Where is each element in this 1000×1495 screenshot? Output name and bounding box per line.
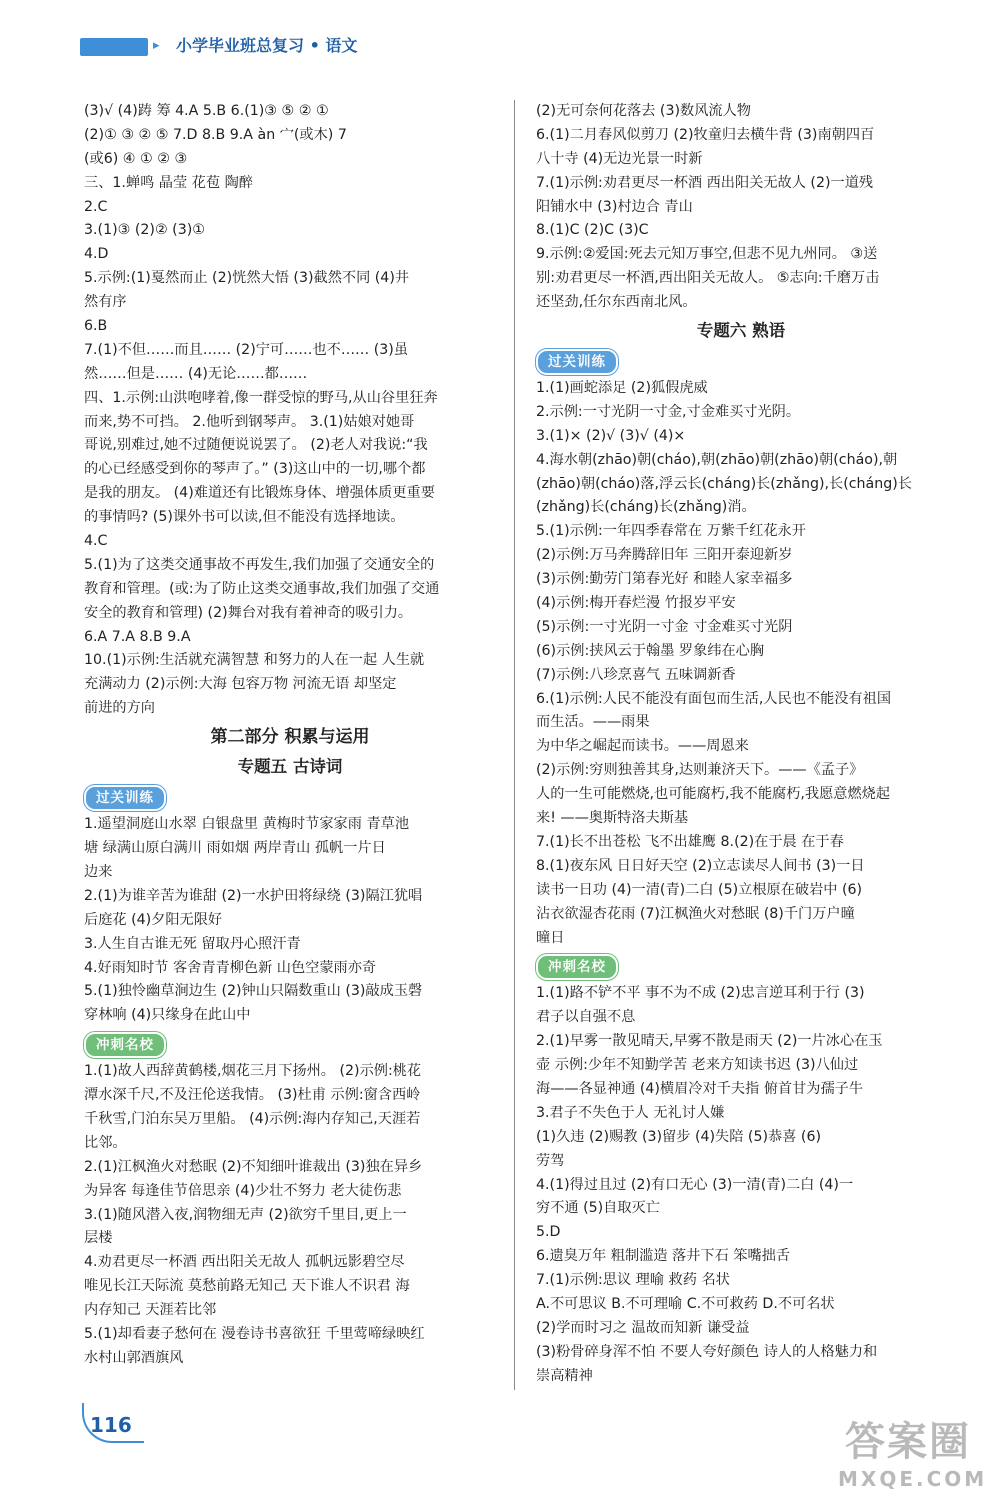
left-sprint-badge-row <box>84 1028 496 1060</box>
answer-line: (zhǎng)长(cháng)长(zhǎng)消。 <box>536 499 756 516</box>
answer-line: 3.(1)③ (2)② (3)① <box>84 222 206 239</box>
answer-line: 别:劝君更尽一杯酒,西出阳关无故人。 ⑤志向:千磨万击 <box>536 270 880 287</box>
answer-line: 后庭花 (4)夕阳无限好 <box>84 911 223 928</box>
header-color-bar <box>80 38 148 56</box>
answer-line: 8.(1)C (2)C (3)C <box>536 222 649 239</box>
answer-line: 7.(1)示例:思议 理喻 救药 名状 <box>536 1272 730 1289</box>
answer-line: 6.(1)示例:人民不能没有面包而生活,人民也不能没有祖国 <box>536 690 892 707</box>
right-practice-badge-row <box>536 345 946 377</box>
answer-line: 八十寺 (4)无边光景一时新 <box>536 150 703 167</box>
answer-line: 崇高精神 <box>536 1367 593 1384</box>
right-column <box>536 100 946 1389</box>
answer-line: 3.人生自古谁无死 留取丹心照汗青 <box>84 935 301 952</box>
answer-line: 5.(1)为了这类交通事故不再发生,我们加强了交通安全的 <box>84 556 435 573</box>
answer-line: 9.示例:②爱国:死去元知万事空,但悲不见九州同。 ③送 <box>536 246 878 263</box>
left-answers-sprint <box>84 1060 496 1371</box>
answer-line: (zhāo)朝(cháo)落,浮云长(cháng)长(zhǎng),长(cháng)长 <box>536 475 912 492</box>
answer-line: 6.B <box>84 318 108 335</box>
answer-line: 充满动力 (2)示例:大海 包容万物 河流无语 却坚定 <box>84 676 397 693</box>
left-practice-badge-row <box>84 781 496 813</box>
answer-line: 还坚劲,任尔东西南北风。 <box>536 294 697 311</box>
column-divider <box>514 100 515 1390</box>
page-number: 116 <box>90 1413 132 1437</box>
answer-line: (2)① ③ ② ⑤ 7.D 8.B 9.A àn 宀(或木) 7 <box>84 126 347 143</box>
answer-line: 5.(1)示例:一年四季春常在 万紫千红花永开 <box>536 523 806 540</box>
answer-line: 安全的教育和管理) (2)舞台对我有着神奇的吸引力。 <box>84 604 413 621</box>
answer-line: A.不可思议 B.不可理喻 C.不可救药 D.不可名状 <box>536 1295 835 1312</box>
answer-line: 而来,势不可挡。 2.他听到钢琴声。 3.(1)姑娘对她哥 <box>84 413 415 430</box>
answer-line: 2.(1)早雾一散见晴天,早雾不散是雨天 (2)一片冰心在玉 <box>536 1033 883 1050</box>
header-title: 小学毕业班总复习 • 语文 <box>176 36 358 55</box>
answer-line: 边来 <box>84 863 113 880</box>
answer-line: 潭水深千尺,不及汪伦送我情。 (3)杜甫 示例:窗含西岭 <box>84 1087 421 1104</box>
answer-line: 然有序 <box>84 294 127 311</box>
answer-line: 是我的朋友。 (4)难道还有比锻炼身体、增强体质更重要 <box>84 485 435 502</box>
answer-line: 然……但是…… (4)无论……都…… <box>84 365 308 382</box>
answer-line: 7.(1)示例:劝君更尽一杯酒 西出阳关无故人 (2)一道残 <box>536 174 874 191</box>
answer-line: 2.示例:一寸光阴一寸金,寸金难买寸光阴。 <box>536 403 801 420</box>
sprint-badge: 冲刺名校 <box>536 954 618 980</box>
answer-line: 1.(1)画蛇添足 (2)狐假虎威 <box>536 380 708 397</box>
left-answers-practice <box>84 813 496 1028</box>
answer-line: 的心已经感受到你的琴声了。” (3)这山中的一切,哪个都 <box>84 461 426 478</box>
answer-line: (或6) ④ ① ② ③ <box>84 150 188 167</box>
answer-line: (2)无可奈何花落去 (3)数风流人物 <box>536 103 751 119</box>
watermark-logo <box>838 1410 988 1491</box>
answer-line: 4.D <box>84 246 109 263</box>
page-header <box>0 0 1000 80</box>
answer-line: 千秋雪,门泊东吴万里船。 (4)示例:海内存知己,天涯若 <box>84 1110 421 1127</box>
answer-line: (7)示例:八珍烹喜气 五味调新香 <box>536 666 736 683</box>
right-answers-part1 <box>536 100 946 315</box>
answer-line: 水村山郭酒旗风 <box>84 1349 184 1366</box>
answer-line: 而生活。——雨果 <box>536 714 650 731</box>
answer-line: 海——各显神通 (4)横眉冷对千夫指 俯首甘为孺子牛 <box>536 1080 864 1097</box>
answer-line: 4.(1)得过且过 (2)有口无心 (3)一清(青)二白 (4)一 <box>536 1176 854 1193</box>
sprint-badge: 冲刺名校 <box>84 1032 166 1058</box>
left-answers-part1 <box>84 100 496 721</box>
answer-line: 层楼 <box>84 1230 113 1247</box>
answer-line: 四、1.示例:山洪咆哮着,像一群受惊的野马,从山谷里狂奔 <box>84 389 438 406</box>
answer-line: 教育和管理。(或:为了防止这类交通事故,我们加强了交通 <box>84 580 440 597</box>
answer-line: 为异客 每逢佳节倍思亲 (4)少壮不努力 老大徒伤悲 <box>84 1182 402 1199</box>
answer-line: (2)学而时习之 温故而知新 谦受益 <box>536 1319 750 1336</box>
answer-line: 6.(1)二月春风似剪刀 (2)牧童归去横牛背 (3)南朝四百 <box>536 126 875 143</box>
topic6-title: 专题六 熟语 <box>696 321 786 341</box>
right-answers-practice <box>536 377 946 950</box>
part-two-title: 第二部分 积累与运用 <box>210 727 370 748</box>
answer-line: 穿林响 (4)只缘身在此山中 <box>84 1007 251 1024</box>
answer-line: 1.(1)故人西辞黄鹤楼,烟花三月下扬州。 (2)示例:桃花 <box>84 1063 422 1080</box>
answer-line: 7.(1)不但……而且…… (2)宁可……也不…… (3)虽 <box>84 341 409 358</box>
watermark-line1: 答案圈 <box>845 1419 971 1465</box>
answer-line: 2.C <box>84 198 108 215</box>
answer-line: (5)示例:一寸光阴一寸金 寸金难买寸光阴 <box>536 618 793 635</box>
answer-line: 为中华之崛起而读书。——周恩来 <box>536 738 749 755</box>
answer-line: 沾衣欲湿杏花雨 (7)江枫渔火对愁眠 (8)千门万户曈 <box>536 905 855 922</box>
answer-line: 塘 绿满山原白满川 雨如烟 两岸青山 孤帆一片日 <box>84 840 386 857</box>
answer-line: 2.(1)为谁辛苦为谁甜 (2)一水护田将绿绕 (3)隔江犹唱 <box>84 887 423 904</box>
answer-line: 5.(1)独怜幽草涧边生 (2)钟山只隔数重山 (3)敲成玉磬 <box>84 983 423 1000</box>
answer-line: 5.示例:(1)戛然而止 (2)恍然大悟 (3)截然不同 (4)井 <box>84 270 410 287</box>
answer-line: 读书一日功 (4)一清(青)二白 (5)立根原在破岩中 (6) <box>536 881 863 898</box>
answer-line: 8.(1)夜东风 日日好天空 (2)立志读尽人间书 (3)一日 <box>536 857 865 874</box>
answer-line: (3)粉骨碎身浑不怕 不要人夸好颜色 诗人的人格魅力和 <box>536 1343 878 1360</box>
header-arrow-icon: ▸ <box>153 38 160 53</box>
answer-line: 劳驾 <box>536 1152 565 1169</box>
answer-line: 壶 示例:少年不知勤学苦 老来方知读书迟 (3)八仙过 <box>536 1057 859 1074</box>
answer-line: 曈日 <box>536 929 565 946</box>
answer-line: 君子以自强不息 <box>536 1009 636 1026</box>
answer-line: (1)久违 (2)赐教 (3)留步 (4)失陪 (5)恭喜 (6) <box>536 1128 822 1145</box>
practice-badge: 过关训练 <box>536 349 618 375</box>
answer-line: 3.君子不失色于人 无礼讨人嫌 <box>536 1104 725 1121</box>
answer-line: 6.遗臭万年 粗制滥造 落井下石 笨嘴拙舌 <box>536 1248 791 1265</box>
answer-line: 4.海水朝(zhāo)朝(cháo),朝(zhāo)朝(zhāo)朝(cháo),朝 <box>536 451 898 468</box>
answer-line: 穷不通 (5)自取灭亡 <box>536 1200 660 1217</box>
answer-line: 4.劝君更尽一杯酒 西出阳关无故人 孤帆远影碧空尽 <box>84 1254 405 1271</box>
right-answers-sprint <box>536 982 946 1388</box>
answer-line: 哥说,别难过,她不过随便说说罢了。 (2)老人对我说:“我 <box>84 437 428 454</box>
answer-line: 内存知己 天涯若比邻 <box>84 1302 217 1319</box>
answer-line: 10.(1)示例:生活就充满智慧 和努力的人在一起 人生就 <box>84 652 425 669</box>
answer-line: 阳铺水中 (3)村边合 青山 <box>536 198 693 215</box>
answer-line: 1.(1)路不铲不平 事不为不成 (2)忠言逆耳利于行 (3) <box>536 985 865 1002</box>
answer-line: 4.C <box>84 533 108 550</box>
answer-line: 5.D <box>536 1224 561 1241</box>
answer-line: 三、1.蝉鸣 晶莹 花苞 陶醉 <box>84 174 253 191</box>
answer-line: 比邻。 <box>84 1134 127 1151</box>
answer-line: (4)示例:梅开春烂漫 竹报岁平安 <box>536 595 736 612</box>
answer-line: 6.A 7.A 8.B 9.A <box>84 628 191 645</box>
answer-line: (2)示例:万马奔腾辞旧年 三阳开泰迎新岁 <box>536 547 793 564</box>
answer-line: 2.(1)江枫渔火对愁眠 (2)不知细叶谁裁出 (3)独在异乡 <box>84 1158 423 1175</box>
answer-line: (3)示例:勤劳门第春光好 和睦人家幸福多 <box>536 571 793 588</box>
answer-line: (2)示例:穷则独善其身,达则兼济天下。——《孟子》 <box>536 762 864 779</box>
answer-line: 人的一生可能燃烧,也可能腐朽,我不能腐朽,我愿意燃烧起 <box>536 786 891 803</box>
left-column <box>84 100 496 1371</box>
topic5-title: 专题五 古诗词 <box>237 757 343 777</box>
watermark-line2: MXQE.COM <box>838 1467 988 1491</box>
answer-line: 4.好雨知时节 客舍青青柳色新 山色空蒙雨亦奇 <box>84 959 377 976</box>
answer-line: 5.(1)却看妻子愁何在 漫卷诗书喜欲狂 千里莺啼绿映红 <box>84 1325 425 1342</box>
answer-line: 3.(1)× (2)√ (3)√ (4)× <box>536 427 686 444</box>
answer-line: (6)示例:挟风云于翰墨 罗象纬在心胸 <box>536 642 765 659</box>
answer-line: 前进的方向 <box>84 700 155 717</box>
answer-line: 来! ——奥斯特洛夫斯基 <box>536 810 689 827</box>
answer-line: 1.遥望洞庭山水翠 白银盘里 黄梅时节家家雨 青草池 <box>84 816 410 833</box>
answer-line: 唯见长江天际流 莫愁前路无知己 天下谁人不识君 海 <box>84 1278 410 1295</box>
answer-line: 的事情吗? (5)课外书可以读,但不能没有选择地读。 <box>84 509 405 526</box>
right-sprint-badge-row <box>536 950 946 982</box>
answer-line: 3.(1)随风潜入夜,润物细无声 (2)欲穷千里目,更上一 <box>84 1206 407 1223</box>
answer-line: (3)√ (4)踌 筹 4.A 5.B 6.(1)③ ⑤ ② ① <box>84 103 329 119</box>
practice-badge: 过关训练 <box>84 785 166 811</box>
answer-line: 7.(1)长不出苍松 飞不出雄鹰 8.(2)在于晨 在于春 <box>536 833 844 850</box>
